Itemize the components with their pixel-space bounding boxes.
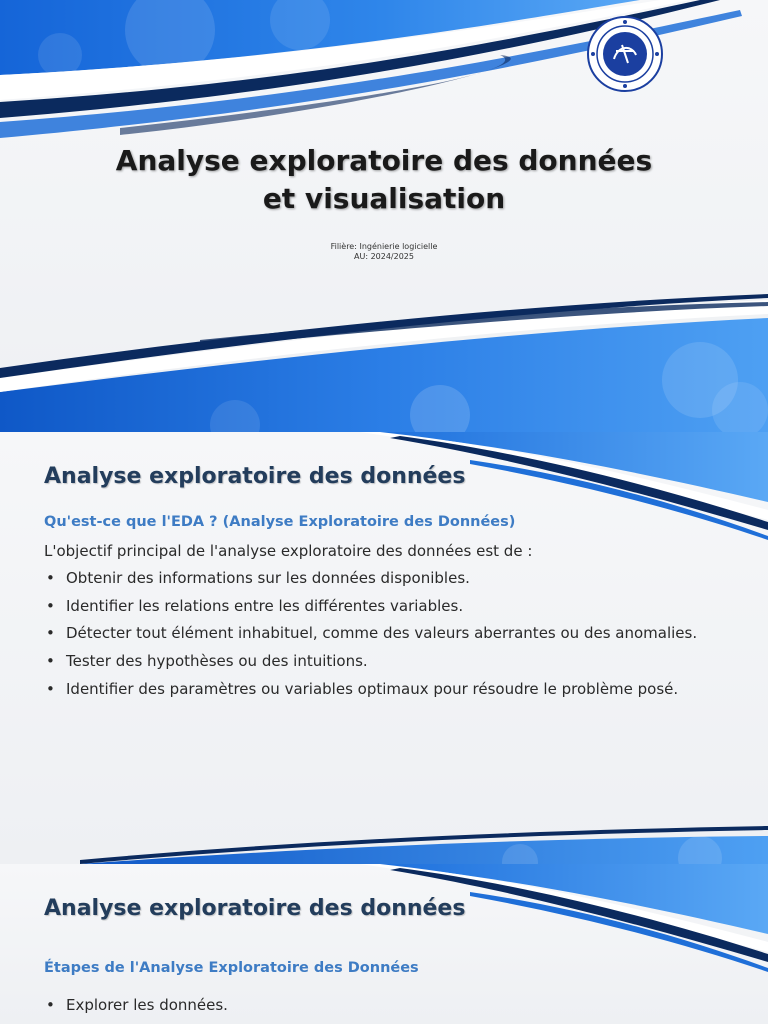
list-item: [44, 593, 697, 621]
title-line-1: Analyse exploratoire des données: [115, 144, 653, 177]
eda-objectives-slide: [0, 432, 768, 864]
list-item: [44, 620, 697, 648]
bullet-icon: •: [46, 996, 55, 1014]
slide-title: Analyse exploratoire des données: [44, 464, 466, 489]
list-item-text: Explorer les données.: [66, 996, 228, 1014]
slide-title: Analyse exploratoire des données: [44, 896, 466, 921]
list-item-text: Tester des hypothèses ou des intuitions.: [66, 652, 368, 671]
bullet-icon: •: [46, 596, 55, 615]
title-line-2: et visualisation: [262, 182, 506, 215]
bullet-icon: •: [46, 569, 55, 587]
list-item-text: Obtenir des informations sur les données disponibles.: [66, 569, 470, 587]
academic-year-label: AU: 2024/2025: [354, 252, 414, 261]
university-seal-icon: [586, 15, 664, 93]
bullet-icon: •: [46, 624, 55, 643]
program-label: Filière: Ingénierie logicielle: [330, 242, 438, 251]
section-heading: Qu'est-ce que l'EDA ? (Analyse Exploratoire des Données): [44, 514, 516, 530]
bullet-icon: •: [46, 679, 55, 698]
objectives-list: [44, 565, 697, 703]
list-item-text: Détecter tout élément inhabituel, comme des valeurs aberrantes ou des anomalies.: [66, 624, 698, 643]
list-item: [44, 648, 697, 676]
intro-text: L'objectif principal de l'analyse exploratoire des données est de :: [44, 542, 533, 560]
title-slide: [0, 0, 768, 432]
list-item-text: Identifier les relations entre les différentes variables.: [66, 596, 464, 615]
steps-list: [44, 992, 228, 1020]
list-item: [44, 565, 697, 593]
eda-steps-slide: [0, 864, 768, 1024]
bottom-wave-decoration: [0, 812, 768, 864]
list-item-text: Identifier des paramètres ou variables optimaux pour résoudre le problème posé.: [66, 679, 679, 698]
list-item: [44, 676, 697, 704]
list-item: [44, 992, 228, 1020]
bullet-icon: •: [46, 652, 55, 671]
section-heading: Étapes de l'Analyse Exploratoire des Données: [44, 960, 419, 976]
presentation-title: [0, 142, 768, 218]
presentation-subtitle: [0, 242, 768, 262]
